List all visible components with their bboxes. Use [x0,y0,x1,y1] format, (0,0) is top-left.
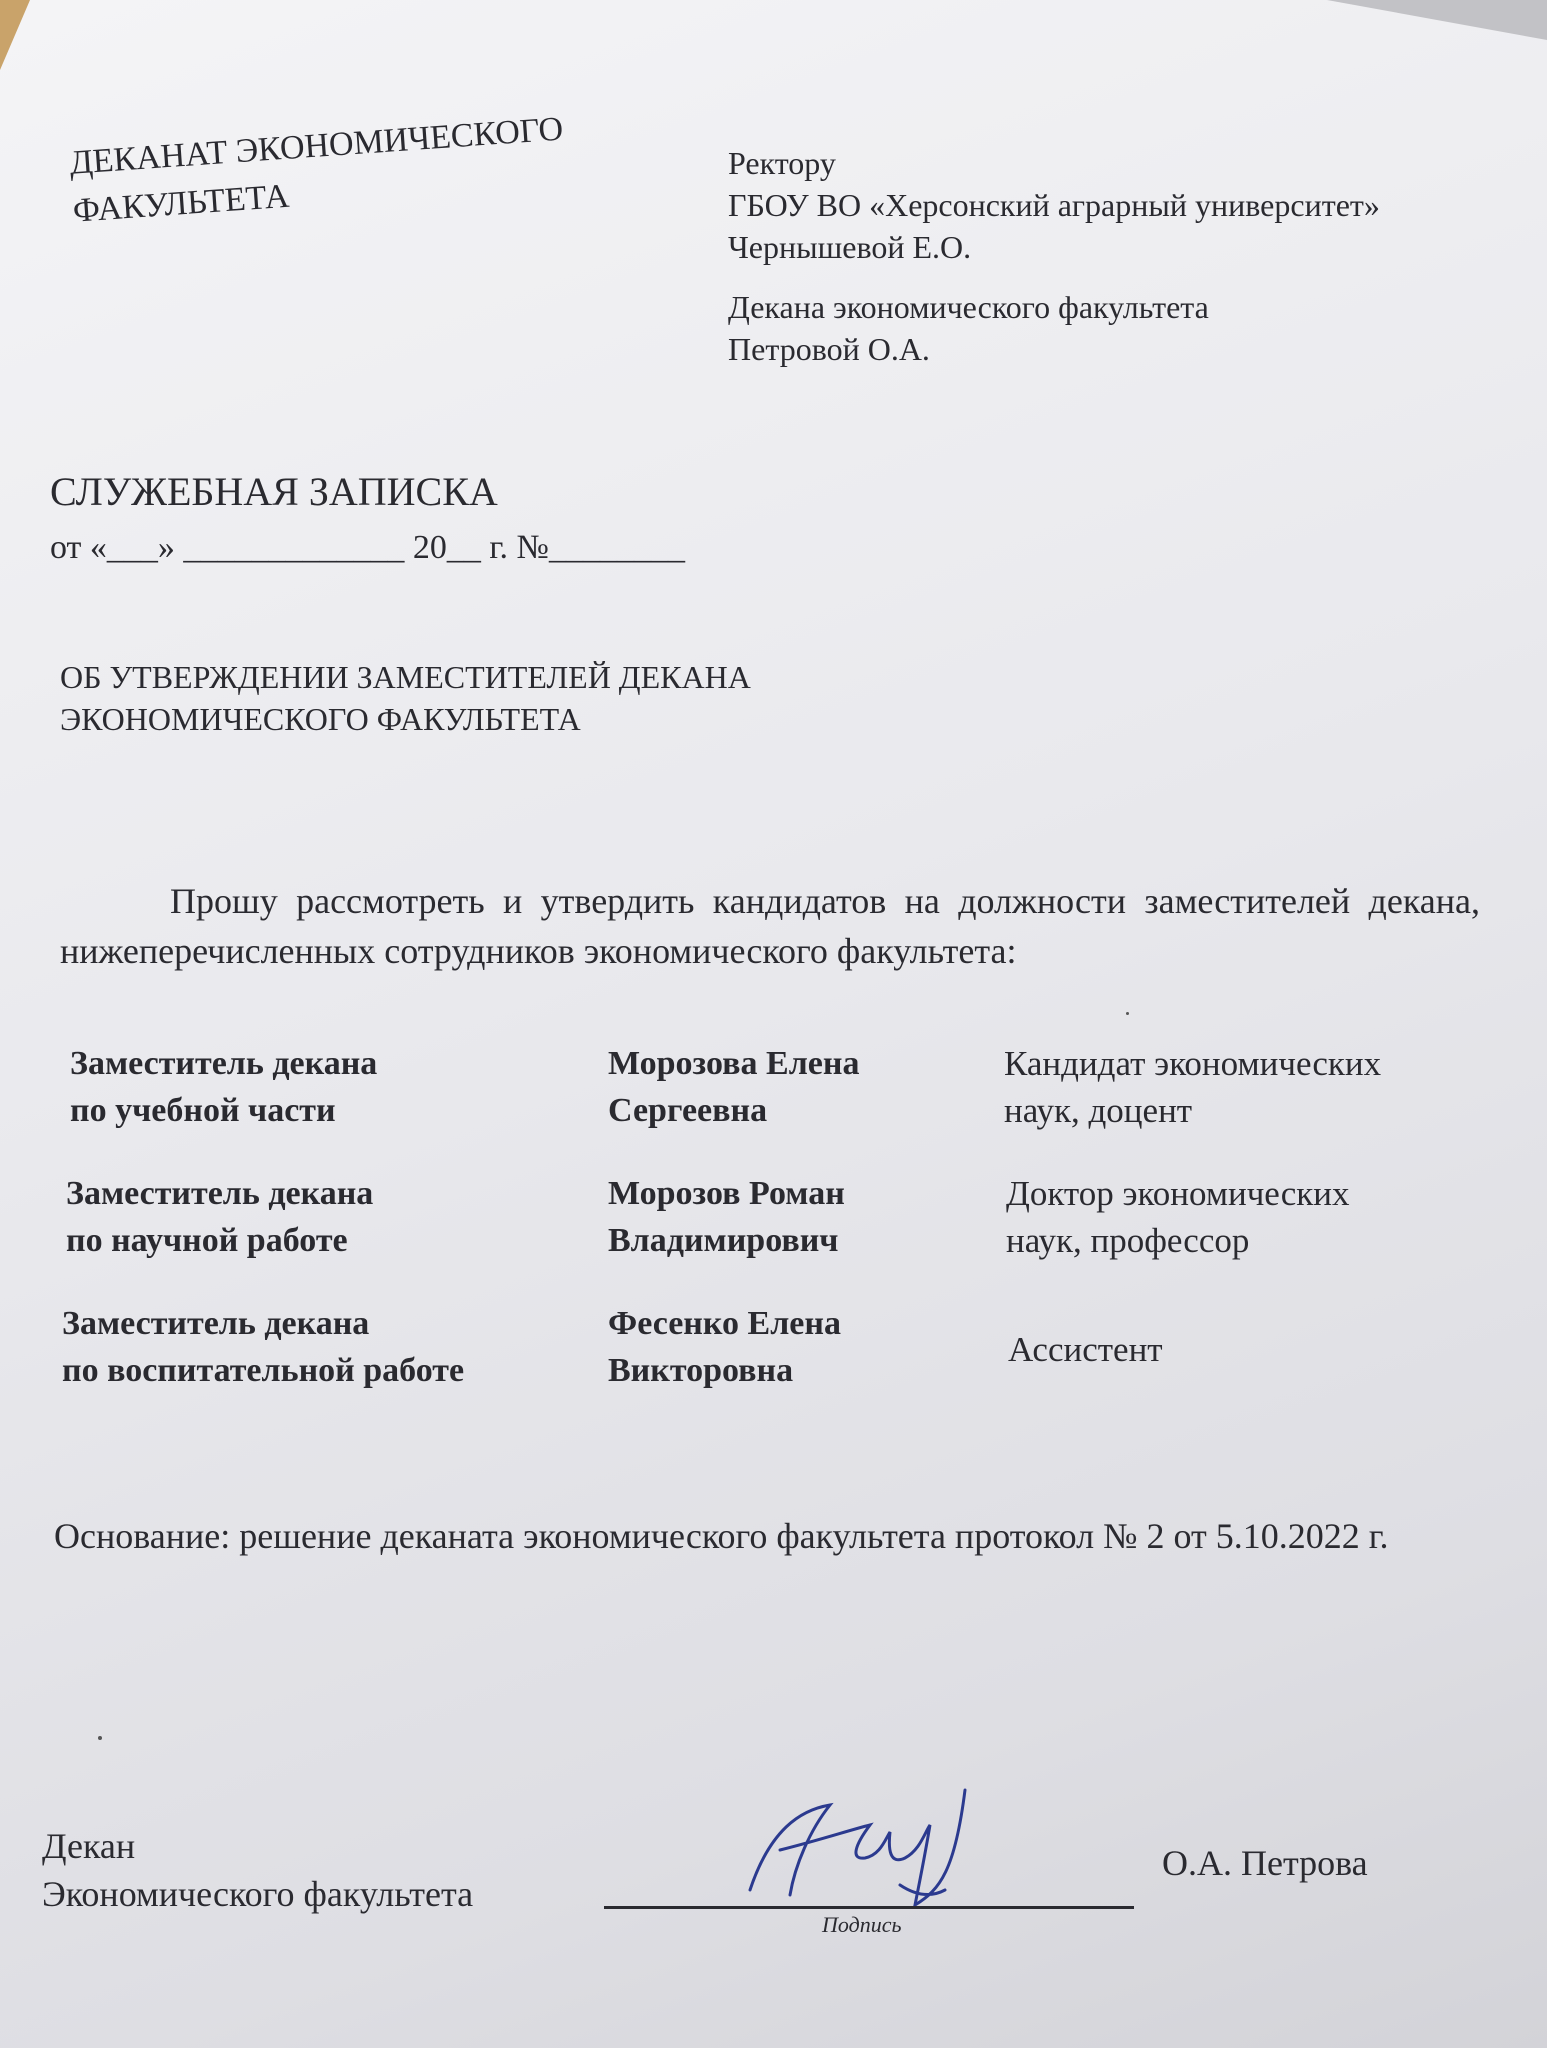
memo-subject [60,656,751,740]
deputy-degree-line: наук, профессор [1006,1221,1250,1260]
deputy-position [70,1040,377,1134]
deputy-position [66,1170,373,1264]
basis-paragraph: Основание: решение деканата экономического факультета протокол № 2 от 5.10.2022 г. [54,1516,1389,1556]
dean-office-line: ФАКУЛЬТЕТА [71,177,291,230]
deputy-position [62,1300,464,1394]
signature-caption: Подпись [822,1912,902,1937]
deputy-name-line: Фесенко Елена [608,1305,841,1342]
deputy-position-line: по воспитательной работе [62,1352,465,1389]
signatory-name: О.А. Петрова [1162,1843,1368,1883]
deputy-degree-line: наук, доцент [1004,1091,1193,1130]
deputy-name-line: Морозова Елена [608,1045,860,1082]
signature-stroke [750,1790,965,1905]
addressee-line: Чернышевой Е.О. [728,229,972,265]
subject-line: ЭКОНОМИЧЕСКОГО ФАКУЛЬТЕТА [60,701,581,737]
deputy-name-line: Морозов Роман [608,1175,845,1212]
subject-line: ОБ УТВЕРЖДЕНИИ ЗАМЕСТИТЕЛЕЙ ДЕКАНА [60,659,751,695]
deputy-degree [1008,1326,1163,1373]
signatory-position [42,1822,473,1918]
addressee-block [728,142,1380,370]
sender-line: Декана экономического факультета [728,289,1209,325]
deputy-degree-line: Кандидат экономических [1004,1044,1382,1083]
deputy-name [608,1170,845,1264]
memo-date-line: от «___» _____________ 20__ г. №________ [50,529,685,566]
deputy-name-line: Сергеевна [608,1092,768,1129]
deputy-row [0,1170,1547,1280]
deputy-name [608,1040,859,1134]
sender-line: Петровой О.А. [728,331,930,367]
spacer [728,268,1380,286]
deputy-name-line: Владимирович [608,1222,839,1259]
deputy-row [0,1040,1547,1150]
deputy-name [608,1300,841,1394]
deputy-position-line: Заместитель декана [62,1305,370,1342]
deputy-degree-line: Ассистент [1008,1330,1163,1369]
addressee-line: ГБОУ ВО «Херсонский аграрный университет» [728,187,1380,223]
deputy-degree [1006,1170,1349,1264]
paper-speck [98,1736,102,1740]
request-paragraph: Прошу рассмотреть и утвердить кандидатов на должности заместителей декана, нижеперечисленных сотрудников экономического факультета: [60,881,1480,971]
deputy-position-line: по научной работе [66,1222,348,1259]
paper-speck [1126,1012,1129,1015]
memo-title: СЛУЖЕБНАЯ ЗАПИСКА [50,469,498,514]
background-corner-right [1327,0,1547,40]
deputy-position-line: Заместитель декана [70,1045,378,1082]
deputy-degree-line: Доктор экономических [1006,1174,1350,1213]
dean-office-heading [68,105,568,235]
signatory-position-line: Декан [42,1826,136,1866]
deputy-position-line: по учебной части [70,1092,336,1129]
background-corner [0,0,30,70]
handwritten-signature [740,1770,980,1920]
deputy-degree [1004,1040,1381,1134]
deputy-row [0,1300,1547,1410]
deputy-name-line: Викторовна [608,1352,794,1389]
addressee-line: Ректору [728,145,836,181]
dean-office-line: ДЕКАНАТ ЭКОНОМИЧЕСКОГО [68,110,565,182]
deputy-position-line: Заместитель декана [66,1175,374,1212]
signatory-position-line: Экономического факультета [42,1874,474,1914]
signature-line [604,1906,1134,1909]
